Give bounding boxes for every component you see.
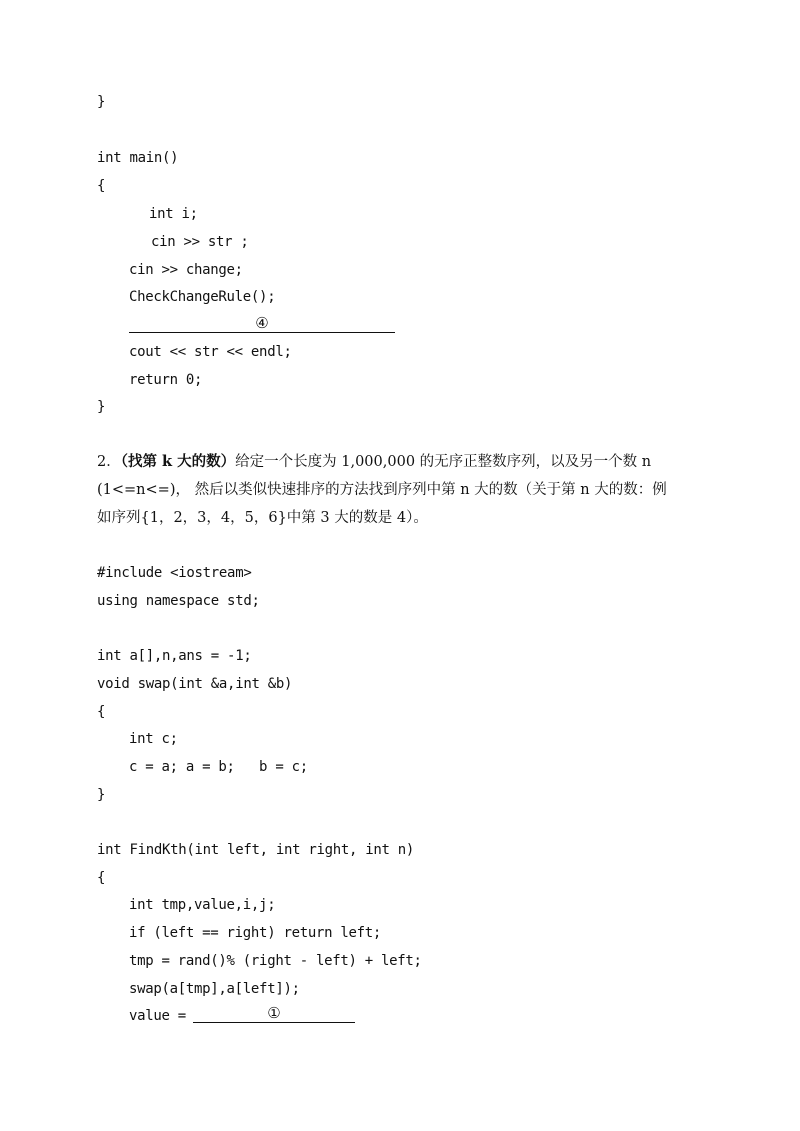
code-line: int tmp,value,i,j; — [129, 897, 276, 913]
code-line: using namespace std; — [97, 593, 260, 609]
code-line: if (left == right) return left; — [129, 925, 381, 941]
code-line: int main() — [97, 150, 179, 166]
code-line: tmp = rand()% (right - left) + left; — [129, 953, 422, 969]
code-line: { — [97, 870, 106, 886]
code-line: int c; — [129, 731, 178, 747]
problem-description-line-1 — [97, 453, 707, 471]
problem-title: （找第 k 大的数） — [120, 453, 236, 470]
code-line: } — [97, 787, 106, 803]
code-line: return 0; — [129, 372, 203, 388]
fill-in-blank-1 — [193, 1004, 355, 1023]
code-line: swap(a[tmp],a[left]); — [129, 981, 300, 997]
code-line: #include <iostream> — [97, 565, 252, 581]
fill-in-blank-4 — [129, 314, 395, 333]
code-line: c = a; a = b; b = c; — [129, 759, 308, 775]
problem-number: 2． — [97, 454, 121, 470]
problem-text: 给定一个长度为 1,000,000 的无序正整数序列，以及另一个数 n — [235, 454, 652, 470]
blank-number-marker: ① — [267, 1004, 281, 1022]
code-line: int i; — [149, 206, 198, 222]
code-line: value = — [129, 1008, 195, 1024]
code-line: cin >> change; — [129, 262, 243, 278]
problem-description-line-3: 如序列{1，2，3，4，5，6}中第 3 大的数是 4）。 — [97, 510, 428, 526]
code-line: CheckChangeRule(); — [129, 289, 276, 305]
code-line: int a[],n,ans = -1; — [97, 648, 252, 664]
code-line: { — [97, 704, 106, 720]
code-line: void swap(int &a,int &b) — [97, 676, 293, 692]
code-line: } — [97, 94, 106, 110]
code-line: cin >> str ; — [151, 234, 249, 250]
code-line: } — [97, 399, 106, 415]
code-line: int FindKth(int left, int right, int n) — [97, 842, 415, 858]
blank-number-marker: ④ — [255, 314, 269, 332]
code-line: { — [97, 178, 106, 194]
problem-description-line-2: (1<=n<=)， 然后以类似快速排序的方法找到序列中第 n 大的数（关于第 n 大的数：例 — [97, 482, 667, 498]
code-line: cout << str << endl; — [129, 344, 292, 360]
